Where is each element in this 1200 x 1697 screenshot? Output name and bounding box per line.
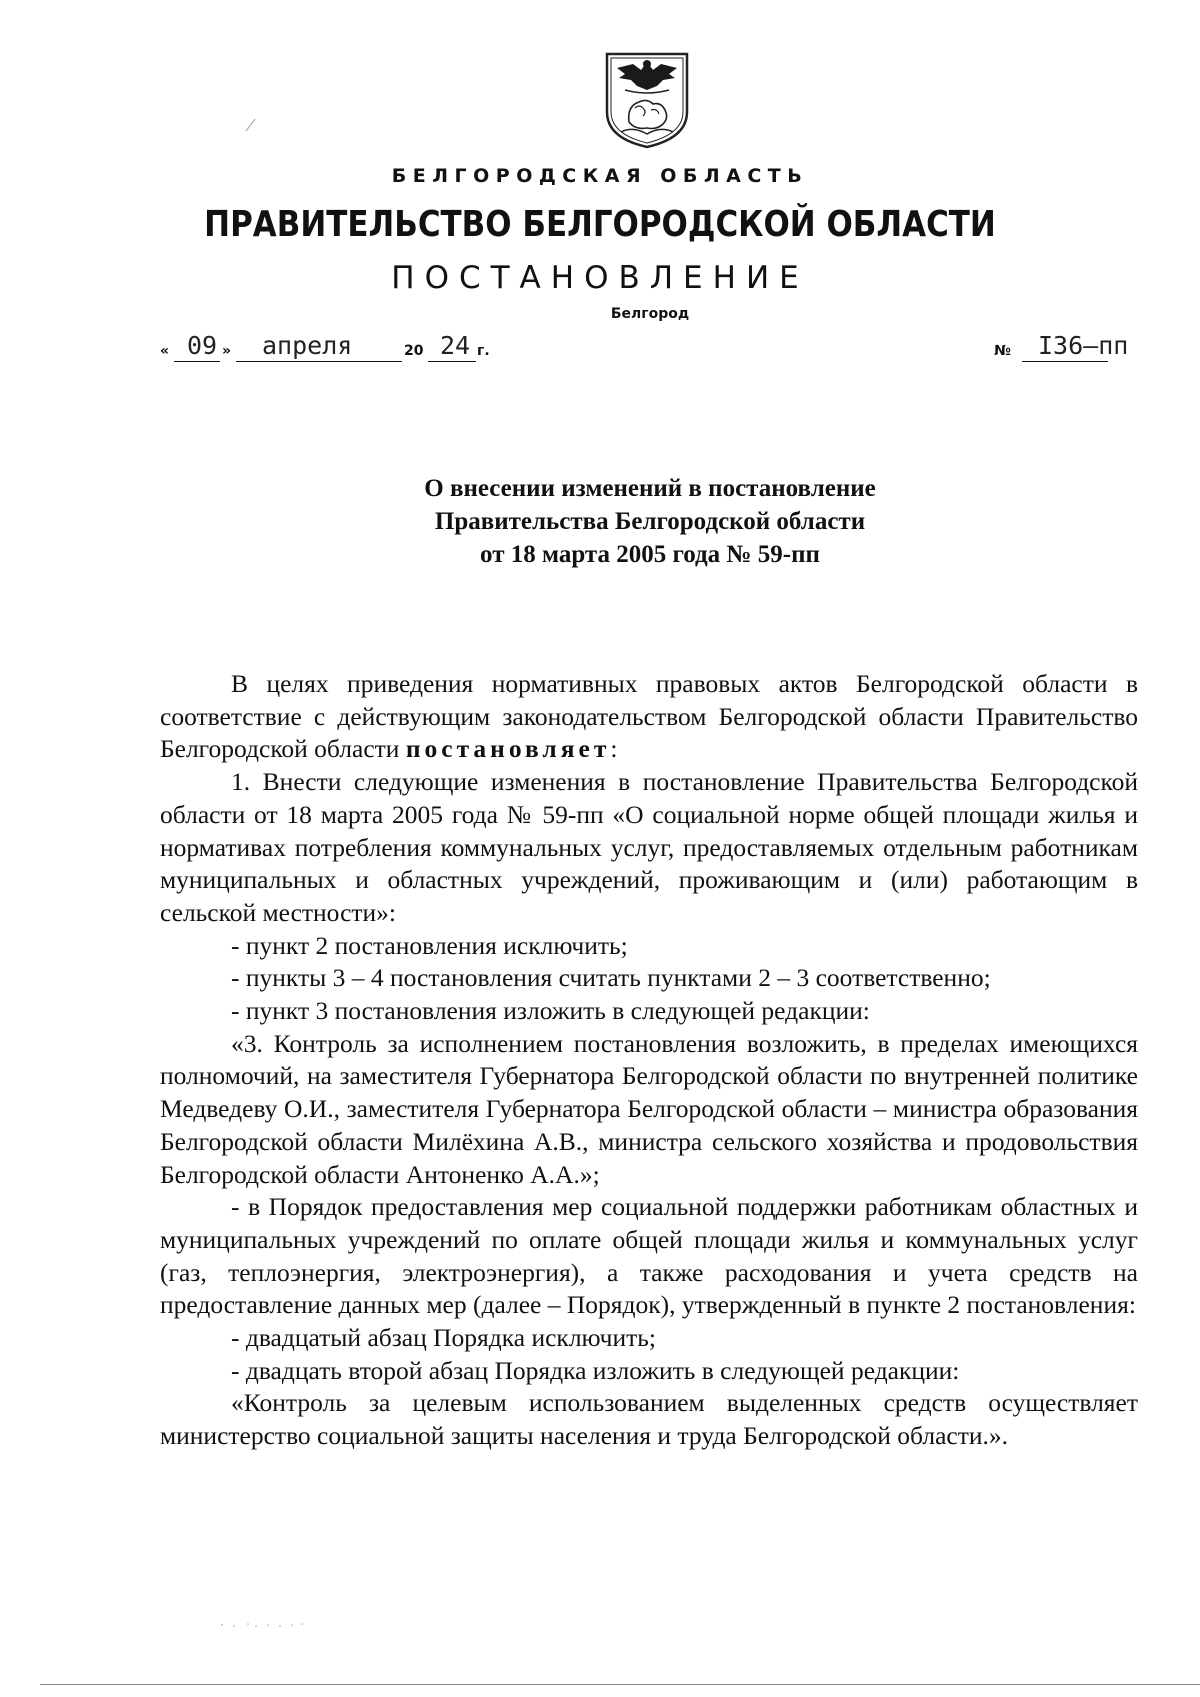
paragraph-control-clause: «3. Контроль за исполнением постановления возложить, в пределах имеющихся полномочий, на заместителя Губернатора Белгородской области по внутренней политике Медведеву О.И., заместителя Губернатора Белгородской области – министра образования Белгородской области Милёхина А.В., министра сельского хозяйства и продовольствия Белгородской области Антоненко А.А.»; [160,1028,1138,1189]
date-month-underline [236,361,402,362]
paragraph-procedure-changes: - в Порядок предоставления мер социальной поддержки работникам областных и муниципальных учреждений по оплате общей площади жилья и коммунальных услуг (газ, теплоэнергия, электроэнергия), а также расходования и учета средств на предоставление данных мер (далее – Порядок), утвержденный в пункте 2 постановления: [160,1192,1138,1320]
region-heading: БЕЛГОРОДСКАЯ ОБЛАСТЬ [391,165,809,187]
title-line-3: от 18 марта 2005 года № 59-пп [480,541,820,568]
document-title [0,472,1200,571]
paragraph-item-1-a: - пункт 2 постановления исключить; [231,930,628,960]
paragraph-procedure-control: «Контроль за целевым использованием выделенных средств осуществляет министерство социальной защиты населения и труда Белгородской области.». [160,1388,1138,1451]
paragraph-procedure-b: - двадцать второй абзац Порядка изложить в следующей редакции: [231,1355,960,1385]
date-open-quote: « [160,343,170,359]
scan-edge-line [40,1684,1200,1685]
pen-mark-icon [245,118,257,132]
belgorod-coat-of-arms-icon [603,50,691,150]
date-year-prefix: 20 [404,343,424,359]
preamble-text: В целях приведения нормативных правовых актов Белгородской области в соответствие с действующим законодательством Белгородской области Правительство Белгородской области [160,669,1138,764]
paragraph-item-1-b: - пункты 3 – 4 постановления считать пунктами 2 – 3 соответственно; [231,963,991,993]
document-number: I36–пп [1038,331,1129,360]
title-line-1: О внесении изменений в постановление [424,475,876,502]
document-body [160,668,1138,1453]
paragraph-procedure-a: - двадцатый абзац Порядка исключить; [231,1323,656,1353]
decree-word: постановляет [405,734,611,764]
paragraph-preamble [160,668,1138,766]
number-label: № [994,343,1011,359]
date-close-quote: » [222,343,232,359]
document-type-heading: ПОСТАНОВЛЕНИЕ [391,260,809,296]
date-day: 09 [187,331,218,360]
date-day-underline [174,361,220,362]
date-year-underline [428,361,476,362]
number-underline [1022,361,1108,362]
scan-specks-icon [218,1620,308,1630]
date-year-label: г. [477,343,490,359]
date-month: апреля [262,331,353,360]
government-heading: ПРАВИТЕЛЬСТВО БЕЛГОРОДСКОЙ ОБЛАСТИ [204,204,996,245]
city-label: Белгород [610,306,690,322]
paragraph-item-1-c: - пункт 3 постановления изложить в следующей редакции: [231,996,870,1026]
title-line-2: Правительства Белгородской области [434,508,866,535]
preamble-colon: : [610,734,618,764]
date-year-suffix: 24 [440,331,471,360]
paragraph-item-1: 1. Внести следующие изменения в постановление Правительства Белгородской области от 18 марта 2005 года № 59-пп «О социальной норме общей площади жилья и нормативах потребления коммунальных услуг, предоставляемых отдельным работникам муниципальных и областных учреждений, проживающим и (или) работающим в сельской местности»: [160,767,1138,927]
